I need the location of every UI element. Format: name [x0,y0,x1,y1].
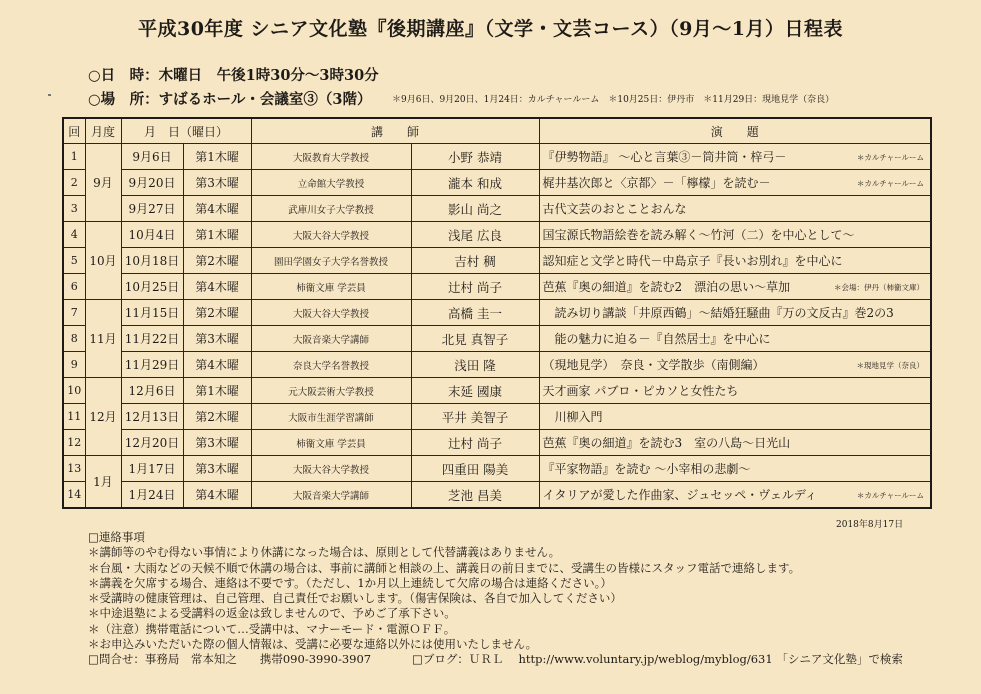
row-month: 11月 [85,300,121,378]
row-affiliation: 立命館大学教授 [251,170,411,196]
row-lecturer: 北見 真智子 [411,326,539,352]
row-lecturer: 平井 美智子 [411,404,539,430]
row-lecturer: 浅田 隆 [411,352,539,378]
row-date: 12月13日 [121,404,183,430]
row-date: 11月15日 [121,300,183,326]
row-month: 10月 [85,222,121,300]
topic-text: イタリアが愛した作曲家、ジュセッペ・ヴェルディ [542,488,817,502]
header-topic: 演 題 [539,118,931,144]
row-affiliation: 大阪大谷大学教授 [251,222,411,248]
note-item: ＊講師等のやむ得ない事情により休講になった場合は、原則として代替講義はありません。 [88,545,561,560]
row-week: 第4木曜 [183,274,251,300]
row-no: 8 [63,326,85,352]
topic-text: 天才画家 パブロ・ピカソと女性たち [542,384,739,398]
row-no: 7 [63,300,85,326]
row-week: 第4木曜 [183,196,251,222]
row-week: 第4木曜 [183,482,251,509]
row-affiliation: 大阪市生涯学習講師 [251,404,411,430]
row-lecturer: 影山 尚之 [411,196,539,222]
row-week: 第1木曜 [183,222,251,248]
row-affiliation: 柿衞文庫 学芸員 [251,430,411,456]
topic-text: （現地見学） 奈良・文学散歩（南側編） [542,358,765,372]
table-row [63,456,931,482]
row-lecturer: 辻村 尚子 [411,274,539,300]
row-week: 第2木曜 [183,300,251,326]
row-week: 第3木曜 [183,430,251,456]
row-topic [539,352,931,378]
contact-info: □問合せ：事務局 常本知之 携帯090-3990-3907 [88,652,372,666]
row-affiliation: 奈良大学名誉教授 [251,352,411,378]
row-topic [539,482,931,509]
row-month: 1月 [85,456,121,509]
row-lecturer: 高橋 圭一 [411,300,539,326]
row-week: 第3木曜 [183,326,251,352]
row-date: 10月4日 [121,222,183,248]
row-no: 12 [63,430,85,456]
row-lecturer: 末延 國康 [411,378,539,404]
table-row [63,326,931,352]
note-item: ＊受講時の健康管理は、自己管理、自己責任でお願いします。（傷害保険は、各自で加入してください） [88,591,622,606]
row-affiliation: 大阪大谷大学教授 [251,456,411,482]
topic-text: 能の魅力に迫る－『自然居士』を中心に [542,332,771,346]
table-row [63,222,931,248]
notes-heading: □連絡事項 [88,530,145,544]
row-no: 2 [63,170,85,196]
row-affiliation: 園田学園女子大学名誉教授 [251,248,411,274]
table-row [63,430,931,456]
table-row [63,170,931,196]
row-topic [539,196,931,222]
location-note: ＊カルチャールーム [856,179,925,188]
location-note: ＊カルチャールーム [856,491,925,500]
topic-text: 『伊勢物語』 ～心と言葉③－筒井筒・梓弓－ [542,150,787,164]
row-lecturer: 浅尾 広良 [411,222,539,248]
location-note: ＊カルチャールーム [856,153,925,162]
row-month: 12月 [85,378,121,456]
page-title: 平成30年度 シニア文化塾『後期講座』（文学・文芸コース）（9月～1月）日程表 [137,18,844,40]
schedule-place: ○場 所：すばるホール・会議室③（3階） [88,91,372,108]
row-topic [539,378,931,404]
blog-info: □ブログ：ＵＲＬ http://www.voluntary.jp/weblog/myblog/631 「シニア文化塾」で検索 [412,652,903,666]
row-topic [539,326,931,352]
row-no: 9 [63,352,85,378]
row-date: 10月25日 [121,274,183,300]
row-no: 14 [63,482,85,509]
row-date: 12月20日 [121,430,183,456]
row-no: 13 [63,456,85,482]
row-affiliation: 大阪大谷大学教授 [251,300,411,326]
row-affiliation: 柿衞文庫 学芸員 [251,274,411,300]
row-affiliation: 武庫川女子大学教授 [251,196,411,222]
row-topic [539,456,931,482]
topic-text: 川柳入門 [542,410,603,424]
row-topic [539,222,931,248]
row-no: 3 [63,196,85,222]
row-topic [539,404,931,430]
table-row [63,300,931,326]
topic-text: 認知症と文学と時代－中島京子『長いお別れ』を中心に [542,254,843,268]
row-lecturer: 吉村 稠 [411,248,539,274]
row-week: 第3木曜 [183,456,251,482]
header-no: 回 [63,118,85,144]
row-topic [539,300,931,326]
table-row [63,248,931,274]
note-item: ＊中途退塾による受講料の返金は致しませんので、予めご了承下さい。 [88,606,456,621]
row-topic [539,170,931,196]
row-week: 第2木曜 [183,404,251,430]
table-row [63,352,931,378]
row-week: 第3木曜 [183,170,251,196]
table-row [63,274,931,300]
row-week: 第1木曜 [183,144,251,170]
table-row [63,144,931,170]
row-topic [539,430,931,456]
topic-text: 芭蕉『奥の細道』を読む2 漂泊の思い～草加 [542,280,791,294]
row-date: 9月27日 [121,196,183,222]
row-affiliation: 大阪音楽大学講師 [251,326,411,352]
row-lecturer: 辻村 尚子 [411,430,539,456]
row-lecturer: 小野 恭靖 [411,144,539,170]
header-date: 月 日（曜日） [121,118,251,144]
row-date: 12月6日 [121,378,183,404]
row-no: 4 [63,222,85,248]
row-lecturer: 瀧本 和成 [411,170,539,196]
note-item: ＊講義を欠席する場合、連絡は不要です。（ただし、1か月以上連続して欠席の場合は連絡ください。） [88,575,612,590]
row-date: 9月20日 [121,170,183,196]
table-row [63,196,931,222]
table-row [63,482,931,509]
row-date: 10月18日 [121,248,183,274]
table-row [63,404,931,430]
topic-text: 『平家物語』を読む ～小宰相の悲劇～ [542,462,751,476]
row-affiliation: 大阪教育大学教授 [251,144,411,170]
row-no: 10 [63,378,85,404]
scan-mark [48,94,51,96]
document-date: 2018年8月17日 [836,520,904,530]
schedule-table [62,117,932,509]
row-topic [539,248,931,274]
note-item: ＊（注意）携帯電話について…受講中は、マナーモード・電源ＯＦＦ。 [88,621,456,636]
topic-text: 古代文芸のおとことおんな [542,202,687,216]
note-item: ＊お申込みいただいた際の個人情報は、受講に必要な連絡以外には使用いたしません。 [88,637,538,652]
header-lecturer: 講 師 [251,118,539,144]
note-item: ＊台風・大雨などの天候不順で休講の場合は、事前に講師と相談の上、講義日の前日までに、受講生の皆様にスタッフ電話で連絡します。 [88,560,801,575]
row-month: 9月 [85,144,121,222]
topic-text: 国宝源氏物語絵巻を読み解く～竹河（二）を中心として～ [542,228,855,242]
row-topic [539,274,931,300]
row-week: 第4木曜 [183,352,251,378]
row-lecturer: 芝池 昌美 [411,482,539,509]
row-date: 1月17日 [121,456,183,482]
row-affiliation: 大阪音楽大学講師 [251,482,411,509]
location-note: ＊現地見学（奈良） [856,361,925,370]
row-date: 11月22日 [121,326,183,352]
row-affiliation: 元大阪芸術大学教授 [251,378,411,404]
schedule-time: ○日 時：木曜日 午後1時30分～3時30分 [88,67,379,84]
row-date: 1月24日 [121,482,183,509]
row-week: 第2木曜 [183,248,251,274]
row-no: 6 [63,274,85,300]
notes-section [88,530,800,652]
row-no: 1 [63,144,85,170]
topic-text: 読み切り講談「井原西鶴」～結婚狂騒曲『万の文反古』巻2の3 [542,306,894,320]
row-no: 5 [63,248,85,274]
row-week: 第1木曜 [183,378,251,404]
row-no: 11 [63,404,85,430]
topic-text: 芭蕉『奥の細道』を読む3 室の八島～日光山 [542,436,791,450]
row-date: 9月6日 [121,144,183,170]
venue-note: ＊9月6日、9月20日、1月24日：カルチャールーム ＊10月25日：伊丹市 ＊11月29日：現地見学（奈良） [392,95,835,105]
table-row [63,378,931,404]
header-month: 月度 [85,118,121,144]
topic-text: 梶井基次郎と〈京都〉－「檸檬」を読む－ [542,176,771,190]
row-date: 11月29日 [121,352,183,378]
row-lecturer: 四重田 陽美 [411,456,539,482]
table-header [63,118,931,144]
row-topic [539,144,931,170]
location-note: ＊会場：伊丹（柿衞文庫） [834,283,925,292]
